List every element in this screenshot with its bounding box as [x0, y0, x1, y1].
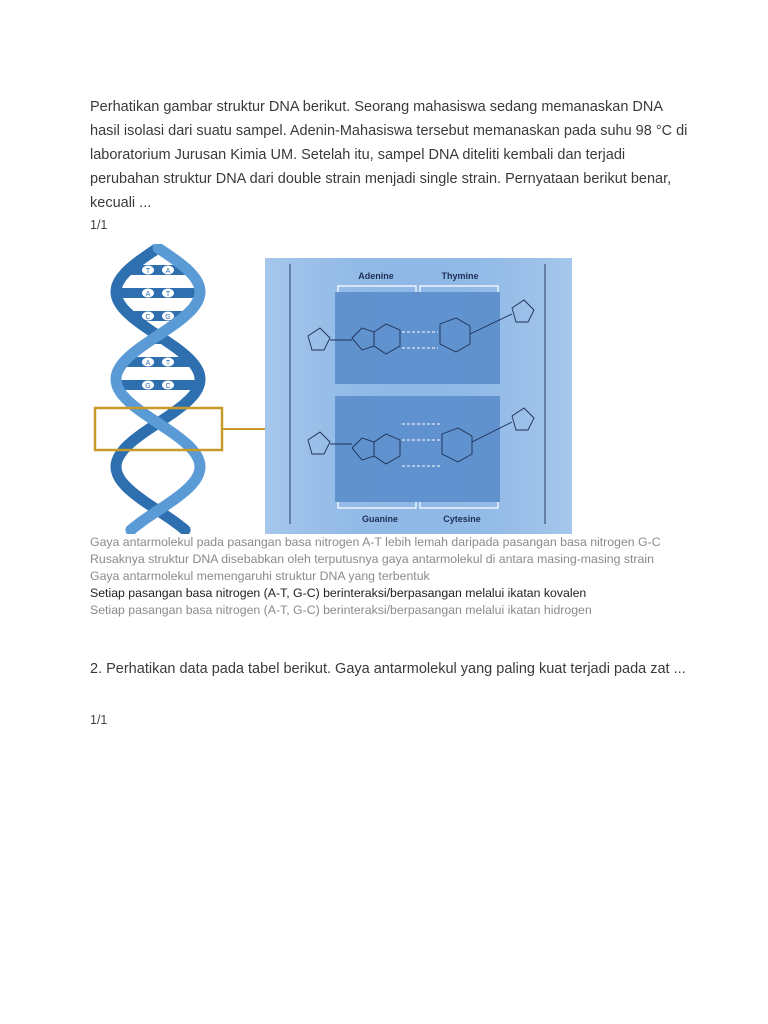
question-1-text: Perhatikan gambar struktur DNA berikut. Seorang mahasiswa sedang memanaskan DNA hasil isolasi dari suatu sampel. Adenin-Mahasiswa tersebut memanaskan pada suhu 98 °C di laboratorium Jurusan Kimia UM. Setelah itu, sampel DNA diteliti kembali dan terjadi perubahan struktur DNA dari double strain menjadi single strain. Pernyataan berikut benar, kecuali ...	[90, 99, 688, 211]
base-letter: A	[145, 291, 151, 298]
option-5[interactable]: Setiap pasangan basa nitrogen (A-T, G-C) berinteraksi/berpasangan melalui ikatan hidrogen	[90, 603, 592, 617]
base-letter: C	[145, 314, 151, 321]
base-letter: G	[165, 314, 171, 321]
thymine-label: Thymine	[441, 271, 479, 281]
adenine-label: Adenine	[358, 271, 394, 281]
question-2-score: 1/1	[90, 713, 108, 727]
base-pair-panel	[265, 258, 572, 534]
base-pair-rung	[116, 288, 200, 298]
option-3[interactable]: Gaya antarmolekul memengaruhi struktur DNA yang terbentuk	[90, 569, 430, 583]
question-2-text: 2. Perhatikan data pada tabel berikut. Gaya antarmolekul yang paling kuat terjadi pada zat ...	[90, 661, 686, 677]
base-letter: T	[165, 291, 171, 298]
base-letter: G	[145, 383, 151, 390]
option-4-selected[interactable]: Setiap pasangan basa nitrogen (A-T, G-C) berinteraksi/berpasangan melalui ikatan kovalen	[90, 586, 587, 600]
base-letter: C	[165, 337, 171, 344]
gc-pair-box	[335, 396, 500, 502]
base-letter: A	[165, 268, 171, 275]
at-pair-box	[335, 292, 500, 384]
base-letter: T	[145, 268, 151, 275]
dna-structure-figure	[90, 244, 572, 534]
base-letter: C	[165, 383, 171, 390]
cytosine-label: Cytesine	[443, 514, 481, 524]
base-letter: G	[145, 337, 151, 344]
option-2[interactable]: Rusaknya struktur DNA disebabkan oleh terputusnya gaya antarmolekul di antara masing-masing strain	[90, 552, 654, 566]
guanine-label: Guanine	[361, 514, 399, 524]
base-letter: T	[165, 360, 171, 367]
question-1-options	[90, 535, 680, 620]
base-letter: A	[145, 360, 151, 367]
question-1-score: 1/1	[90, 218, 108, 232]
base-pair-rung	[117, 380, 199, 390]
option-1[interactable]: Gaya antarmolekul pada pasangan basa nitrogen A-T lebih lemah daripada pasangan basa nitrogen G-C	[90, 535, 661, 549]
